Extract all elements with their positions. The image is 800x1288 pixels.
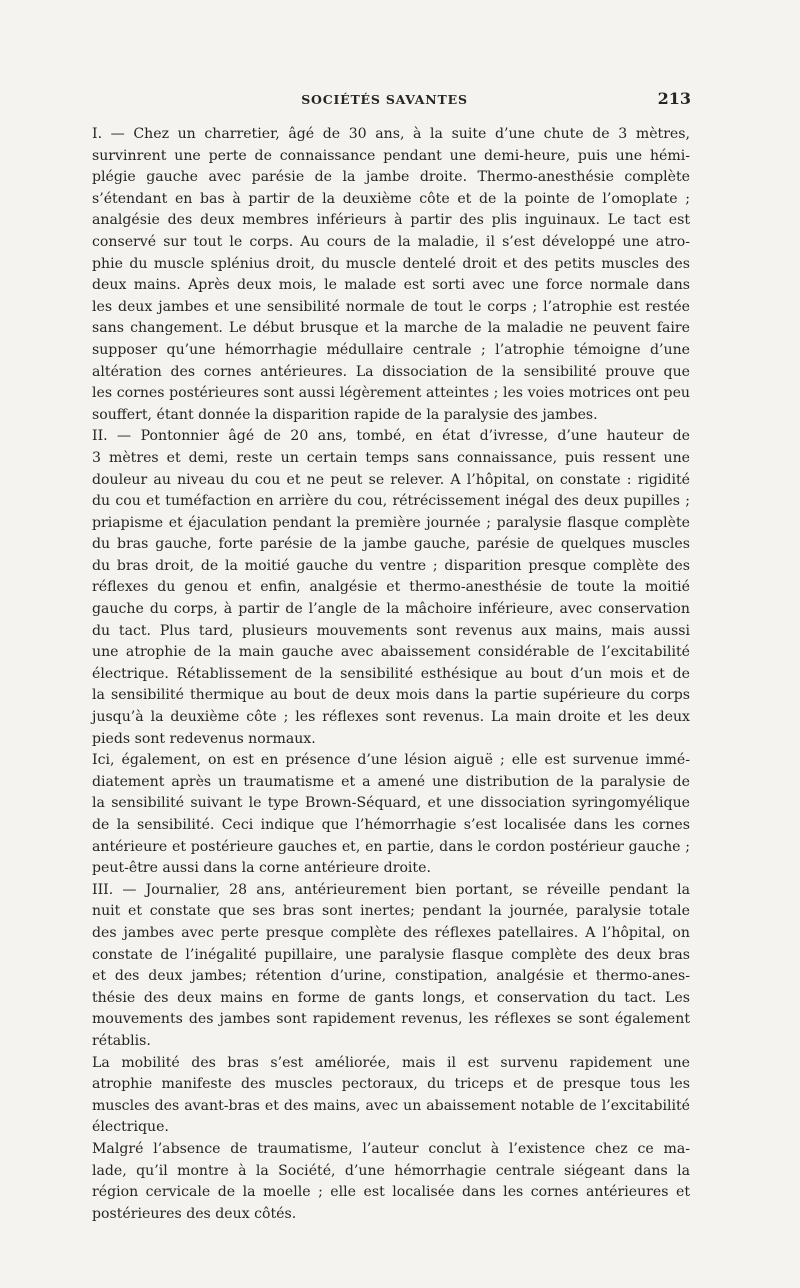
text-line: analgésie des deux membres inférieurs à partir des plis inguinaux. Le tact est xyxy=(92,212,690,229)
text-line: muscles des avant-bras et des mains, avec un abaissement notable de l’excitabilité xyxy=(92,1097,690,1114)
text-line: du bras gauche, forte parésie de la jambe gauche, parésie de quelques muscles xyxy=(92,536,690,553)
text-line: 3 mètres et demi, reste un certain temps sans connaissance, puis ressent une xyxy=(92,449,690,466)
text-line: gauche du corps, à partir de l’angle de la mâchoire inférieure, avec conservation xyxy=(92,601,690,618)
text-line: peut-être aussi dans la corne antérieure droite. xyxy=(92,860,431,877)
text-line: la sensibilité thermique au bout de deux mois dans la partie supérieure du corps xyxy=(92,687,690,704)
text-line: sans changement. Le début brusque et la marche de la maladie ne peuvent faire xyxy=(92,320,690,337)
text-line: jusqu’à la deuxième côte ; les réflexes sont revenus. La main droite et les deux xyxy=(92,709,690,726)
text-line: deux mains. Après deux mois, le malade est sorti avec une force normale dans xyxy=(92,277,690,294)
text-line: et des deux jambes; rétention d’urine, constipation, analgésie et thermo-anes- xyxy=(92,968,690,985)
text-line: antérieure et postérieure gauches et, en partie, dans le cordon postérieur gauche ; xyxy=(92,838,690,855)
text-line: Malgré l’absence de traumatisme, l’auteur conclut à l’existence chez ce ma- xyxy=(92,1140,690,1157)
text-line: Ici, également, on est en présence d’une lésion aiguë ; elle est survenue immé- xyxy=(92,752,690,769)
running-head-title: SOCIÉTÉS SAVANTES xyxy=(301,92,468,107)
text-line: mouvements des jambes sont rapidement revenus, les réflexes se sont également xyxy=(92,1011,690,1028)
running-head xyxy=(78,89,691,111)
text-line: La mobilité des bras s’est améliorée, mais il est survenu rapidement une xyxy=(92,1054,690,1071)
text-line: la sensibilité suivant le type Brown-Séquard, et une dissociation syringomyélique xyxy=(92,795,690,812)
case-two-paragraph xyxy=(78,426,690,750)
text-line: réflexes du genou et enfin, analgésie et thermo-anesthésie de toute la moitié xyxy=(92,579,690,596)
text-line: phie du muscle splénius droit, du muscle dentelé droit et des petits muscles des xyxy=(92,255,690,272)
text-line: supposer qu’une hémorrhagie médullaire centrale ; l’atrophie témoigne d’une xyxy=(92,341,690,358)
text-line: plégie gauche avec parésie de la jambe droite. Thermo-anesthésie complète xyxy=(92,169,690,186)
text-line: une atrophie de la main gauche avec abaissement considérable de l’excitabilité xyxy=(92,644,690,661)
text-line: électrique. Rétablissement de la sensibilité esthésique au bout d’un mois et de xyxy=(92,665,690,682)
text-line: priapisme et éjaculation pendant la première journée ; paralysie flasque complète xyxy=(92,514,690,531)
text-line: les deux jambes et une sensibilité normale de tout le corps ; l’atrophie est restée xyxy=(92,298,690,315)
case-one-paragraph xyxy=(78,124,690,426)
text-line: de la sensibilité. Ceci indique que l’hémorrhagie s’est localisée dans les cornes xyxy=(92,817,690,833)
text-line: du tact. Plus tard, plusieurs mouvements sont revenus aux mains, mais aussi xyxy=(92,622,690,639)
text-line: I. — Chez un charretier, âgé de 30 ans, à la suite d’une chute de 3 mètres, xyxy=(92,126,690,142)
text-line: constate de l’inégalité pupillaire, une paralysie flasque complète des deux bras xyxy=(92,946,690,963)
text-line: nuit et constate que ses bras sont inertes; pendant la journée, paralysie totale xyxy=(92,903,690,920)
case-three-paragraph xyxy=(78,880,690,1053)
text-line: région cervicale de la moelle ; elle est localisée dans les cornes antérieures et xyxy=(92,1184,690,1201)
text-line: altération des cornes antérieures. La dissociation de la sensibilité prouve que xyxy=(92,363,690,380)
text-line: III. — Journalier, 28 ans, antérieurement bien portant, se réveille pendant la xyxy=(92,881,690,898)
text-line: conservé sur tout le corps. Au cours de la maladie, il s’est développé une atro- xyxy=(92,233,690,250)
text-line: atrophie manifeste des muscles pectoraux, du triceps et de presque tous les xyxy=(92,1076,690,1093)
article-body xyxy=(78,124,690,1225)
text-line: postérieures des deux côtés. xyxy=(92,1205,297,1222)
text-line: s’étendant en bas à partir de la deuxième côte et de la pointe de l’omoplate ; xyxy=(92,190,690,207)
page-number: 213 xyxy=(657,89,691,108)
text-line: électrique. xyxy=(92,1119,169,1136)
text-line: survinrent une perte de connaissance pendant une demi-heure, puis une hémi- xyxy=(92,147,690,164)
text-line: lade, qu’il montre à la Société, d’une hémorrhagie centrale siégeant dans la xyxy=(92,1162,690,1179)
text-line: rétablis. xyxy=(92,1032,151,1049)
text-line: douleur au niveau du cou et ne peut se relever. A l’hôpital, on constate : rigidité xyxy=(92,471,690,488)
text-line: II. — Pontonnier âgé de 20 ans, tombé, en état d’ivresse, d’une hauteur de xyxy=(92,428,690,445)
text-line: diatement après un traumatisme et a amené une distribution de la paralysie de xyxy=(92,773,690,790)
text-line: les cornes postérieures sont aussi légèrement atteintes ; les voies motrices ont peu xyxy=(92,385,690,402)
text-line: souffert, étant donnée la disparition rapide de la paralysie des jambes. xyxy=(92,406,598,423)
text-line: des jambes avec perte presque complète des réflexes patellaires. A l’hôpital, on xyxy=(92,924,690,941)
text-line: du bras droit, de la moitié gauche du ventre ; disparition presque complète des xyxy=(92,557,690,574)
text-line: du cou et tuméfaction en arrière du cou, rétrécissement inégal des deux pupilles ; xyxy=(92,493,690,510)
text-line: pieds sont redevenus normaux. xyxy=(92,730,316,747)
conclusion-paragraph xyxy=(78,1139,690,1225)
mobility-paragraph xyxy=(78,1053,690,1139)
commentary-paragraph xyxy=(78,750,690,880)
text-line: thésie des deux mains en forme de gants longs, et conservation du tact. Les xyxy=(92,989,690,1006)
